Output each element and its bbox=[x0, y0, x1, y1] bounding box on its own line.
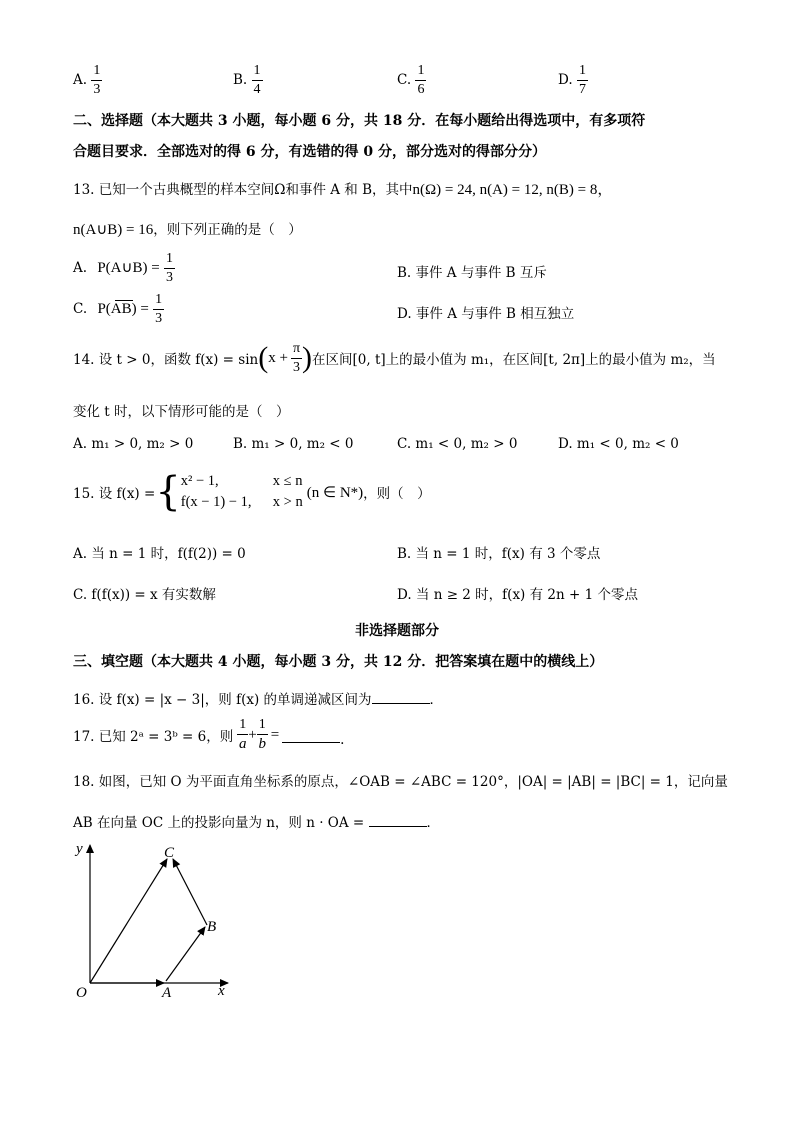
option-label: A. bbox=[73, 72, 88, 88]
section2-heading-line2: 合题目要求．全部选对的得 6 分，有选错的得 0 分，部分选对的得部分分） bbox=[73, 144, 546, 160]
label-c: C bbox=[164, 845, 175, 861]
q13-stem-text: 13. 已知一个古典概型的样本空间Ω和事件 A 和 B，其中 bbox=[73, 182, 413, 198]
q15-domain: (n ∈ N*) bbox=[306, 484, 364, 501]
q15-prefix: 15. 设 f(x) = bbox=[73, 486, 156, 502]
q14-inner-x: x + bbox=[268, 349, 288, 366]
option-math: P(A∪B) = bbox=[97, 260, 160, 276]
q12-option-b bbox=[233, 64, 263, 97]
fraction: $\frac{1}{4}$ bbox=[253, 63, 261, 97]
q13-stem-math: n(Ω) = 24, n(A) = 12, n(B) = 8， bbox=[412, 182, 613, 198]
case2-expr: f(x − 1) − 1, bbox=[180, 494, 252, 510]
section2-heading-line1: 二、选择题（本大题共 3 小题，每小题 6 分，共 18 分．在每小题给出得选项中，有多项符 bbox=[73, 113, 646, 129]
nonchoice-title: 非选择题部分 bbox=[355, 623, 439, 639]
section3-heading: 三、填空题（本大题共 4 小题，每小题 3 分，共 12 分．把答案填在题中的横线上） bbox=[73, 654, 604, 670]
q14-stem-line1 bbox=[73, 341, 716, 375]
brace: { bbox=[155, 469, 181, 515]
fraction: $\frac{\pi}{3}$ bbox=[292, 340, 301, 375]
q16-end: ． bbox=[429, 692, 444, 708]
answer-blank bbox=[282, 741, 340, 743]
q13-stem-line1 bbox=[73, 178, 612, 199]
q14-suffix: 在区间[0, t]上的最小值为 m₁，在区间[t, 2π]上的最小值为 m₂，当 bbox=[312, 352, 716, 368]
label-o: O bbox=[76, 985, 87, 1001]
fraction: $\frac{1}{3}$ bbox=[155, 292, 163, 326]
q12-option-a bbox=[73, 64, 102, 97]
q14-stem-line2: 变化 t 时，以下情形可能的是（ ） bbox=[73, 404, 290, 420]
q14-option-b: B. m₁ > 0, m₂ < 0 bbox=[233, 436, 354, 452]
fraction: $\frac{1}{3}$ bbox=[93, 63, 101, 97]
q13-union-count: n(A∪B) = 16 bbox=[73, 222, 154, 238]
case1-expr: x² − 1, bbox=[180, 473, 219, 489]
answer-blank bbox=[369, 825, 427, 827]
q13-option-d: D. 事件 A 与事件 B 相互独立 bbox=[397, 306, 575, 322]
q15-option-a: A. 当 n = 1 时，f(f(2)) = 0 bbox=[73, 546, 246, 562]
option-label: A. bbox=[73, 260, 88, 276]
case1-cond: x ≤ n bbox=[272, 473, 303, 489]
q16-text: 16. 设 f(x) = |x − 3|，则 f(x) 的单调递减区间为 bbox=[73, 692, 372, 708]
q14-option-a: A. m₁ > 0, m₂ > 0 bbox=[73, 436, 194, 452]
option-label: C. bbox=[397, 72, 412, 88]
q14-prefix: 14. 设 t > 0，函数 f(x) = sin bbox=[73, 352, 259, 368]
option-label: D. bbox=[558, 72, 573, 88]
q15-option-c: C. f(f(x)) = x 有实数解 bbox=[73, 587, 216, 603]
q13-option-c bbox=[73, 293, 164, 326]
q14-option-c: C. m₁ < 0, m₂ > 0 bbox=[397, 436, 518, 452]
label-y: y bbox=[76, 841, 83, 857]
q17-prefix: 17. 已知 2ᵃ = 3ᵇ = 6，则 bbox=[73, 729, 234, 745]
q13-option-a bbox=[73, 252, 175, 285]
q15-cases bbox=[181, 473, 307, 511]
label-b: B bbox=[207, 919, 217, 935]
q18-stem-line1: 18. 如图，已知 O 为平面直角坐标系的原点，∠OAB = ∠ABC = 120°，|OA| = |AB| = |BC| = 1，记向量 bbox=[73, 774, 728, 790]
q15-suffix: ，则（ ） bbox=[363, 486, 431, 502]
q17-end: . bbox=[340, 732, 345, 748]
label-x: x bbox=[218, 983, 225, 999]
answer-blank bbox=[372, 702, 430, 704]
q15-stem bbox=[73, 469, 431, 515]
q16-stem bbox=[73, 688, 443, 708]
q14-option-d: D. m₁ < 0, m₂ < 0 bbox=[558, 436, 679, 452]
q18-text: AB 在向量 OC 上的投影向量为 n，则 n · OA = bbox=[73, 815, 365, 831]
fraction: $\frac{1}{3}$ bbox=[166, 251, 173, 285]
q13-question: ，则下列正确的是（ ） bbox=[153, 222, 302, 238]
vector-bc bbox=[173, 859, 207, 925]
vector-oc bbox=[90, 859, 167, 983]
q12-option-d bbox=[558, 64, 588, 97]
fraction: $\frac{1}{a}$ bbox=[238, 717, 247, 752]
q18-end: ． bbox=[426, 815, 441, 831]
equals-sign: = bbox=[270, 726, 280, 743]
option-label: B. bbox=[233, 72, 248, 88]
option-math: P(AB) = bbox=[97, 301, 149, 317]
fraction: $\frac{1}{7}$ bbox=[578, 63, 586, 97]
q15-option-b: B. 当 n = 1 时，f(x) 有 3 个零点 bbox=[397, 546, 601, 562]
q18-figure bbox=[70, 835, 270, 1005]
q13-stem-line2 bbox=[73, 218, 302, 239]
paren-right: ) bbox=[302, 341, 313, 374]
q15-option-d: D. 当 n ≥ 2 时，f(x) 有 2n + 1 个零点 bbox=[397, 587, 638, 603]
q13-overline-bar bbox=[115, 300, 133, 301]
q18-stem-line2 bbox=[73, 811, 440, 831]
label-a: A bbox=[162, 985, 172, 1001]
fraction: $\frac{1}{6}$ bbox=[417, 63, 425, 97]
q17-stem bbox=[73, 718, 344, 752]
case2-cond: x > n bbox=[272, 494, 303, 510]
plus-sign: + bbox=[248, 726, 257, 743]
q13-option-b: B. 事件 A 与事件 B 互斥 bbox=[397, 265, 547, 281]
option-label: C. bbox=[73, 301, 88, 317]
vector-ab bbox=[166, 927, 205, 981]
fraction: $\frac{1}{b}$ bbox=[258, 717, 266, 752]
paren-left: ( bbox=[258, 341, 269, 374]
q12-option-c bbox=[397, 64, 426, 97]
